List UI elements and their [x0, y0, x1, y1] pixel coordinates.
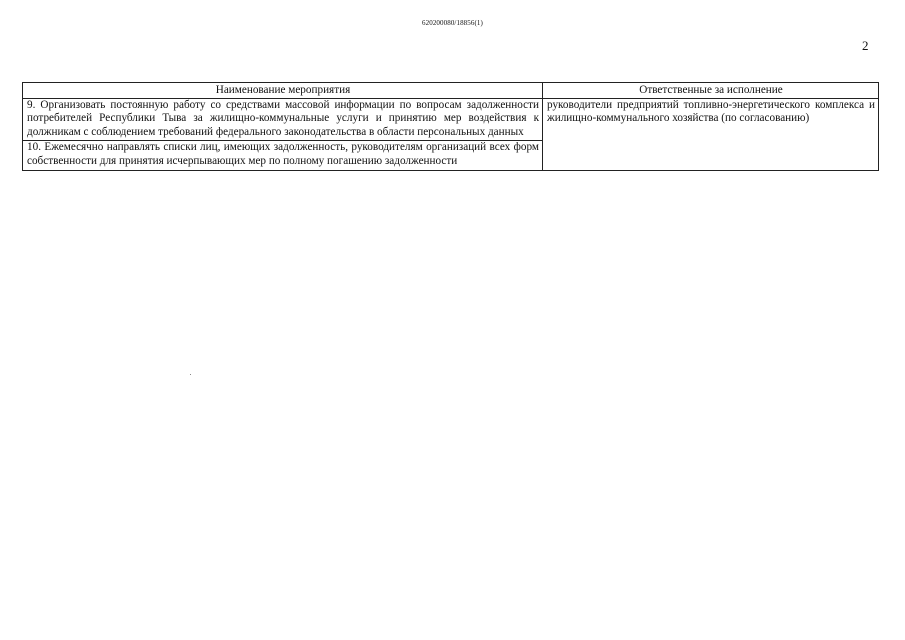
page-number: 2	[862, 38, 869, 53]
measures-table	[22, 82, 879, 171]
table-header-row	[23, 83, 879, 99]
scan-speck	[190, 374, 191, 375]
measure-item-10: 10. Ежемесячно направлять списки лиц, имеющих задолженность, руководителям организаций всех форм собственности для принятия исчерпывающих мер по полному погашению задолженности	[23, 141, 543, 170]
responsible-parties: руководители предприятий топливно-энергетического комплекса и жилищно-коммунального хозяйства (по согласованию)	[543, 98, 879, 170]
header-measure-name: Наименование мероприятия	[23, 83, 543, 99]
header-responsible: Ответственные за исполнение	[543, 83, 879, 99]
table-row	[23, 98, 879, 141]
document-id: 620200080/18856(1)	[422, 19, 483, 27]
measure-item-9: 9. Организовать постоянную работу со средствами массовой информации по вопросам задолженности потребителей Республики Тыва за жилищно-коммунальные услуги и принятию мер воздействия к должникам с соблюдением требований федерального законодательства в области персональных данных	[23, 98, 543, 141]
